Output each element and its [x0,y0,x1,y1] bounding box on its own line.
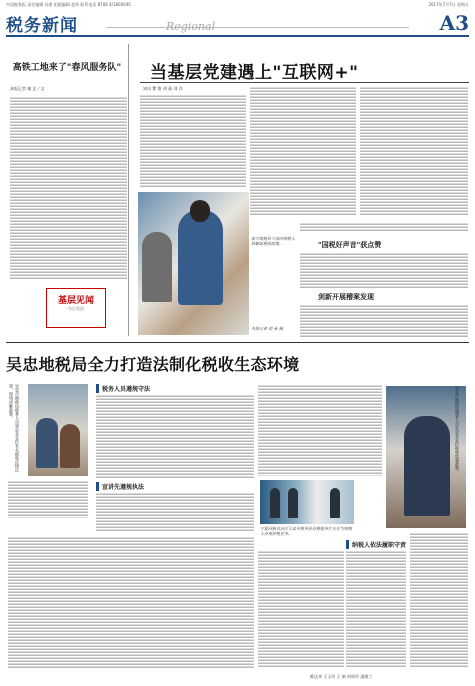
feature-col-b [346,550,406,668]
masthead-rule [106,27,409,28]
main-headline: 当基层党建遇上"互联网+" [150,63,359,83]
column-logo [46,288,106,328]
main-body-col2 [250,86,356,216]
column-logo-text: 基层见闻 [57,296,94,306]
feature-section-2: 宣讲先遵规执法 [96,482,144,491]
feature-sec1-body [96,394,254,478]
masthead [6,9,469,37]
section-title: 税务新闻 [6,16,78,36]
feature-col-c [410,532,468,668]
topline-date: 2017年7月7日 星期五 [428,2,469,7]
feature-section-3: 纳税人依法履职守责 [346,540,406,549]
left-story-column [6,44,129,336]
feature-mid-body [258,384,382,476]
feature-side-caption: 吴忠市地税局税务人员到企业宣传有关税收法律法规，现场讲解政策。 [9,384,20,472]
feature-photo-middle-caption: 宁夏回族自治区吴忠市税务局办税服务厅正在为纳税人办理涉税业务。 [260,526,352,536]
feature-sec2-body-top [96,492,254,532]
main-body-col3 [360,86,468,216]
main-byline: 知讯 瞿 艳 胡 燕 刘 洋 [143,86,183,91]
main-headline-rule [140,82,469,83]
feature-section-1: 税务人员遵规守法 [96,384,150,393]
feature-sec2-body [8,536,254,668]
story1-body [10,96,127,279]
brief1-body [300,252,468,288]
main-photo-caption: 泰兴地税局干部向纳税人讲解新税收政策。 [251,236,295,246]
story1-headline: 高铁工地来了"春风服务队" [12,63,122,73]
topline-left: 中国税务报 责任编辑 孙建 组版编辑 赵伟 联系电话 8706 4/1800045 [6,2,131,7]
story1-byline: 本报记者 谢 艺／文 [10,86,45,91]
main-story-photo [138,192,249,335]
feature-left-body [8,480,88,518]
main-body-tail [300,222,468,232]
main-photo-credit: 本报记者 胡 燕 摄 [251,326,283,331]
feature-headline: 吴忠地税局全力打造法制化税收生态环境 [6,355,300,374]
column-logo-sub: ·今日关注· [66,306,86,311]
page-number: A3 [439,11,469,35]
feature-photo-middle [260,480,354,524]
brief1-headline: "国税好声音"获点赞 [318,241,382,249]
section-english-label: Regional [166,20,216,33]
section-divider [6,342,469,343]
brief2-body [300,304,468,338]
brief2-headline: 剑新开展稽案发现 [318,293,374,301]
feature-photo-right-caption: 吴忠市地税局稽查人员在企业宣传税收优惠政策。 [455,386,460,474]
feature-photo-left [28,384,88,476]
main-body-col1 [140,94,246,188]
feature-credit: 维达齐 王玉玲 王 新 何哈玲 邵维兰 [310,674,373,679]
feature-col-a [258,550,344,668]
